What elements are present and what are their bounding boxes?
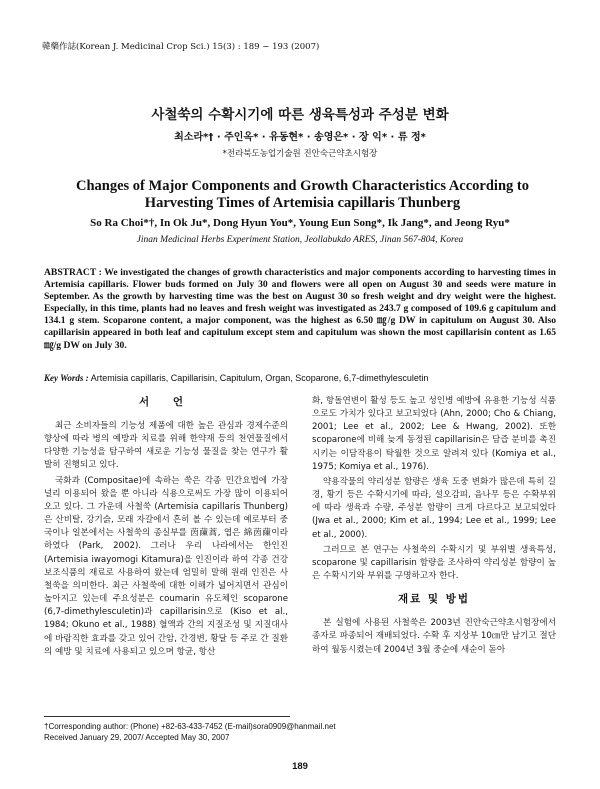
journal-header: 韓藥作誌(Korean J. Medicinal Crop Sci.) 15(3) : 189 − 193 (2007) xyxy=(42,42,320,52)
abstract-text: ABSTRACT : We investigated the changes of growth characteristics and major components according to harvesting times in Artemisia capillaris. Flower buds formed on July 30 and flowers were all open on August 30 and seeds were mature in September. As the growth by harvesting time was the best on August 30 so fresh weight and dry weight were the highest. Especially, in this time, plants had no leaves and fresh weight was investigated as 243.7 g composed of 109.6 g capitulum and 134.1 g stem. Scoparone content, a major component, was the highest as 6.50 ㎎/g DW in capitulum on August 30. Also capillarisin appeared in both leaf and capitulum except stem and capitulum was shown the most capillarisin content as 1.65 ㎎/g DW on July 30. xyxy=(44,267,556,351)
keywords-text: Artemisia capillaris, Capillarisin, Capitulum, Organ, Scoparone, 6,7-dimethylesculetin xyxy=(90,373,429,383)
paragraph: 최근 소비자들의 기능성 제품에 대한 높은 관심과 경제수준의 향상에 따라 병의 예방과 치료를 위해 한약재 등의 천연물질에서 다양한 기능성을 탐구하여 새로운 기능성 물질을 찾는 연구가 활발히 진행되고 있다. xyxy=(44,421,288,471)
korean-title: 사철쑥의 수확시기에 따른 생육특성과 주성분 변화 xyxy=(151,107,449,123)
received-accepted-dates: Received January 29, 2007/ Accepted May 30, 2007 xyxy=(44,733,230,742)
abstract xyxy=(44,267,556,352)
english-affiliation: Jinan Medicinal Herbs Experiment Station, Jeollabukdo ARES, Jinan 567-804, Korea xyxy=(136,235,464,245)
english-title: Changes of Major Components and Growth Characteristics According to Harvesting Times of Artemisia capillaris Thunberg xyxy=(76,178,529,211)
footnote xyxy=(44,721,344,743)
keywords xyxy=(44,373,556,384)
keywords-label: Key Words : xyxy=(44,373,89,383)
paragraph: 화, 항돌연변이 활성 등도 높고 성인병 예방에 유용한 기능성 식품으로도 가치가 있다고 보고되었다 (Ahn, 2000; Cho & Chiang, 2001; Lee et al., 2002; Lee & Hwang, 2002). 또한 scoparone에 비해 늦게 동정된 capillarisin은 담즙 분비를 촉진시키는 이담작용이 탁월한 것으로 알려져 있다 (Komiya et al., 1975; Komiya et al., 1976). xyxy=(312,396,556,472)
paragraph: 국화과 (Compositae)에 속하는 쑥은 각종 민간요법에 가장 널리 이용되어 왔을 뿐 아니라 식용으로써도 가장 많이 이용되어 오고 있다. 그 가운데 사철쑥 (Artemisia capillaris Thunberg)은 산비탈, 강기슭, 모래 자갈에서 흔히 볼 수 있는데 예로부터 중국이나 일본에서는 사철쑥의 종실부를 茵蔯蒿, 엽은 綿茵蔯이라 하였다 (Park, 2002). 그러나 우리 나라에서는 한인진 (Artemisia iwayomogi Kitamura)을 인진이라 하여 각종 건강보조식품의 재료로 사용하여 왔는데 엄밀히 말해 원래 인진은 사철쑥을 의미한다. 최근 사철쑥에 대한 이해가 넓어지면서 관심이 높아지고 있는데 주요성분은 coumarin 유도체인 scoparone (6,7-dimethylesculetin)과 capillarisin으로 (Kiso et al., 1984; Okuno et al., 1988) 혈액과 간의 지질조성 및 지질대사에 바람직한 효과를 갖고 있어 간암, 간경변, 황달 등 주로 간 질환의 예방 및 치료에 사용되고 있으며 항균, 항산 xyxy=(44,475,288,657)
english-authors: So Ra Choi*†, In Ok Ju*, Dong Hyun You*, Young Eun Song*, Ik Jang*, and Jeong Ryu* xyxy=(90,217,510,229)
paragraph: 본 실험에 사용된 사철쑥은 2003년 진안숙근약초시험장에서 종자로 파종되어 재배되었다. 수확 후 지상부 10㎝만 남기고 절단하여 월동시켰는데 2004년 3월 중순에 새순이 돋아 xyxy=(312,618,556,655)
left-column xyxy=(44,395,288,661)
page-number: 189 xyxy=(292,761,308,772)
korean-authors: 최소라*† · 주인옥* · 유동현* · 송영은* · 장 익* · 류 정* xyxy=(174,132,426,143)
section-heading-introduction: 서 언 xyxy=(139,396,193,408)
section-heading-methods: 재료 및 방법 xyxy=(397,593,471,606)
footnote-divider xyxy=(44,716,290,717)
paragraph: 그러므로 본 연구는 사철쑥의 수확시기 및 부위별 생육특성, scoparone 및 capillarisin 함량을 조사하여 약리성분 함량이 높은 수확시기와 부위를 구명하고자 한다. xyxy=(312,544,556,582)
korean-affiliation: *전라북도농업기술원 진안숙근약초시험장 xyxy=(222,149,378,159)
paragraph: 약용작물의 약리성분 함량은 생육 도중 변화가 많은데 특히 길경, 황기 등은 수확시기에 따라, 설오감피, 음나무 등은 수확부위에 따라 생육과 수량, 주성분 함량이 크게 다르다고 보고되었다 (Jwa et al., 2000; Kim et al., 1994; Lee et al., 1999; Lee et al., 2000). xyxy=(312,476,556,540)
right-column xyxy=(312,395,556,659)
corresponding-author: †Corresponding author: (Phone) +82-63-433-7452 (E-mail)sora0909@hanmail.net xyxy=(44,722,336,731)
